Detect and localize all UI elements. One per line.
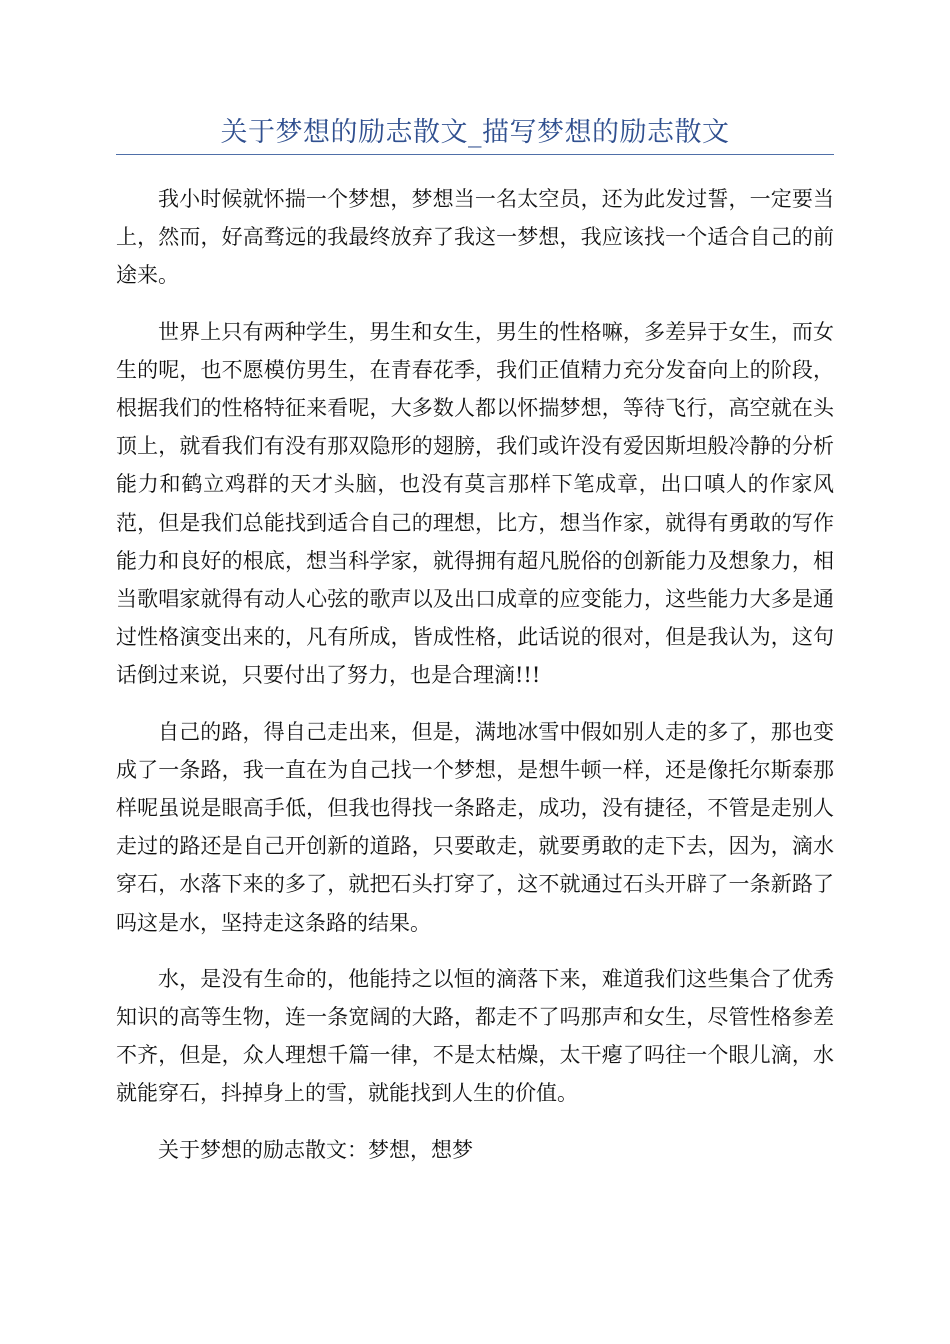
document-body [116,180,834,1169]
paragraph: 世界上只有两种学生，男生和女生，男生的性格嘛，多差异于女生，而女生的呢，也不愿模仿男生，在青春花季，我们正值精力充分发奋向上的阶段，根据我们的性格特征来看呢，大多数人都以怀揣梦想，等待飞行，高空就在头顶上，就看我们有没有那双隐形的翅膀，我们或许没有爱因斯坦般冷静的分析能力和鹤立鸡群的天才头脑，也没有莫言那样下笔成章，出口嗔人的作家风范，但是我们总能找到适合自己的理想，比方，想当作家，就得有勇敢的写作能力和良好的根底，想当科学家，就得拥有超凡脱俗的创新能力及想象力，相当歌唱家就得有动人心弦的歌声以及出口成章的应变能力，这些能力大多是通过性格演变出来的，凡有所成，皆成性格，此话说的很对，但是我认为，这句话倒过来说，只要付出了努力，也是合理滴!!! [116,319,834,688]
document-title: 关于梦想的励志散文_描写梦想的励志散文 [220,117,730,148]
paragraph: 水，是没有生命的，他能持之以恒的滴落下来，难道我们这些集合了优秀知识的高等生物，连一条宽阔的大路，都走不了吗那声和女生，尽管性格参差不齐，但是，众人理想千篇一律，不是太枯燥，太干瘪了吗往一个眼儿滴，水就能穿石，抖掉身上的雪，就能找到人生的价值。 [116,966,834,1106]
paragraph: 我小时候就怀揣一个梦想，梦想当一名太空员，还为此发过誓，一定要当上，然而，好高骛远的我最终放弃了我这一梦想，我应该找一个适合自己的前途来。 [116,187,834,288]
paragraph: 自己的路，得自己走出来，但是，满地冰雪中假如别人走的多了，那也变成了一条路，我一直在为自己找一个梦想，是想牛顿一样，还是像托尔斯泰那样呢虽说是眼高手低，但我也得找一条路走，成功，没有捷径，不管是走别人走过的路还是自己开创新的道路，只要敢走，就要勇敢的走下去，因为，滴水穿石，水落下来的多了，就把石头打穿了，这不就通过石头开辟了一条新路了吗这是水，坚持走这条路的结果。 [116,719,834,935]
title-underline [116,154,834,155]
section-heading: 关于梦想的励志散文：梦想，想梦 [158,1137,473,1162]
